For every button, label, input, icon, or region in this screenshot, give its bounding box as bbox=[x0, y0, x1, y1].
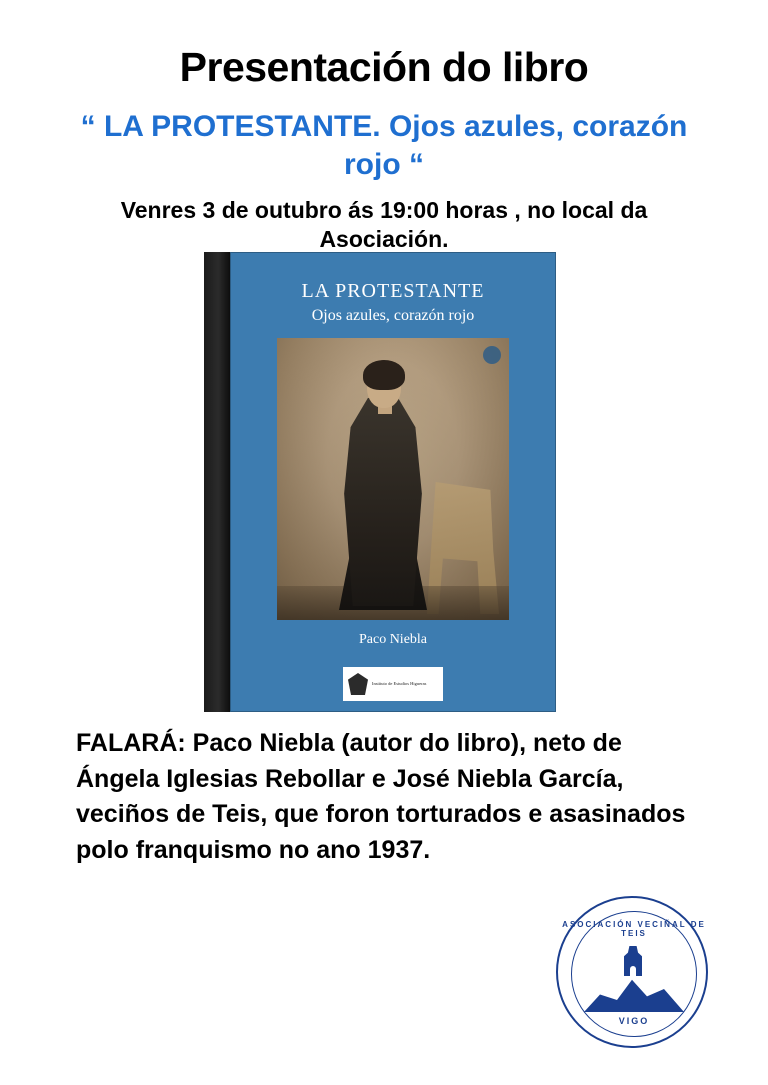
cover-author: Paco Niebla bbox=[358, 632, 428, 647]
photo-corner-stamp bbox=[483, 346, 501, 364]
publisher-logo-text: Instituto de Estudios Higueras bbox=[372, 681, 427, 687]
figure-hair bbox=[363, 360, 405, 390]
book-spine bbox=[204, 252, 230, 712]
description-paragraph: FALARÁ: Paco Niebla (autor do libro), neto de Ángela Iglesias Rebollar e José Niebla García, veciños de Teis, que foron torturados e asasinados polo franquismo no ano 1937. bbox=[76, 729, 686, 864]
book-cover-image bbox=[204, 252, 556, 712]
association-seal bbox=[556, 896, 708, 1048]
event-date-text: Venres 3 de outubro ás 19:00 horas , no local da Asociación. bbox=[120, 197, 648, 252]
tower-arch-icon bbox=[630, 966, 636, 976]
cover-title: LA PROTESTANTE bbox=[301, 280, 485, 302]
publisher-logo bbox=[343, 667, 443, 701]
book-title-heading: “ LA PROTESTANTE. Ojos azules, corazón rojo “ bbox=[80, 110, 688, 181]
cover-subtitle: Ojos azules, corazón rojo bbox=[311, 307, 475, 324]
seal-bottom-label: VIGO bbox=[618, 1016, 650, 1026]
publisher-mark-icon bbox=[348, 673, 368, 695]
seal-top-label: ASOCIACIÓN VECIÑAL DE TEIS bbox=[562, 920, 706, 938]
page-title: Presentación do libro bbox=[179, 44, 589, 90]
book-front-face bbox=[230, 252, 556, 712]
cover-portrait-photo bbox=[277, 338, 509, 620]
